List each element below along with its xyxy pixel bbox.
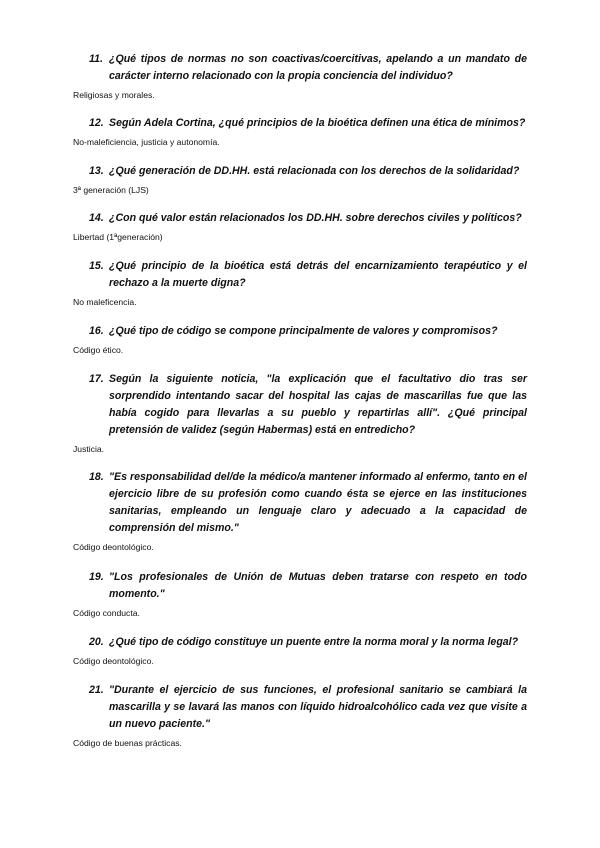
qa-item-14 [0, 210, 600, 243]
answer: Código conducta. [73, 608, 140, 618]
question: 15. ¿Qué principio de la bioética está detrás del encarnizamiento terapéutico y el rechazo a la muerte digna? [89, 260, 527, 289]
qa-item-16 [0, 323, 600, 356]
question: 18. "Es responsabilidad del/de la médico/a mantener informado al enfermo, tanto en el ejercicio libre de su profesión como cuando ésta se ejerce en las instituciones sanitarias, empleando un lenguaje claro y adecuado a la capacidad de comprensión del mismo." [89, 471, 527, 534]
answer: No maleficencia. [73, 297, 137, 307]
qa-item-18 [0, 469, 600, 553]
qa-item-17 [0, 371, 600, 455]
answer: 3ª generación (LJS) [73, 185, 149, 195]
question: 11. ¿Qué tipos de normas no son coactivas/coercitivas, apelando a un mandato de carácter interno relacionado con la propia conciencia del individuo? [89, 53, 527, 82]
question: 21. "Durante el ejercicio de sus funciones, el profesional sanitario se cambiará la mascarilla y se lavará las manos con líquido hidroalcohólico cada vez que visite a un nuevo paciente." [89, 684, 527, 730]
question: 16. ¿Qué tipo de código se compone principalmente de valores y compromisos? [89, 325, 498, 337]
qa-item-15 [0, 258, 600, 308]
answer: Religiosas y morales. [73, 90, 155, 100]
answer: Código deontológico. [73, 542, 154, 552]
qa-item-20 [0, 634, 600, 667]
answer: Código deontológico. [73, 656, 154, 666]
answer: Justicia. [73, 444, 105, 454]
qa-item-12 [0, 115, 600, 148]
answer: No-maleficiencia, justicia y autonomía. [73, 137, 220, 147]
question: 17. Según la siguiente noticia, "la explicación que el facultativo dio tras ser sorprendido intentando sacar del hospital las cajas de mascarillas fue que las había cogido para llevarlas a su pueblo y repartirlas allí". ¿Qué principal pretensión de validez (según Habermas) está en entredicho? [89, 373, 527, 436]
answer: Libertad (1ªgeneración) [73, 232, 163, 242]
qa-item-13 [0, 163, 600, 196]
qa-item-19 [0, 569, 600, 619]
answer: Código de buenas prácticas. [73, 738, 182, 748]
qa-item-11 [0, 51, 600, 101]
answer: Código ético. [73, 345, 124, 355]
question: 20. ¿Qué tipo de código constituye un puente entre la norma moral y la norma legal? [89, 636, 519, 648]
question: 12. Según Adela Cortina, ¿qué principios de la bioética definen una ética de mínimos? [89, 117, 526, 129]
question: 14. ¿Con qué valor están relacionados los DD.HH. sobre derechos civiles y políticos? [89, 212, 522, 224]
question: 13. ¿Qué generación de DD.HH. está relacionada con los derechos de la solidaridad? [89, 165, 520, 177]
question: 19. "Los profesionales de Unión de Mutuas deben tratarse con respeto en todo momento." [89, 571, 527, 600]
qa-item-21 [0, 682, 600, 749]
